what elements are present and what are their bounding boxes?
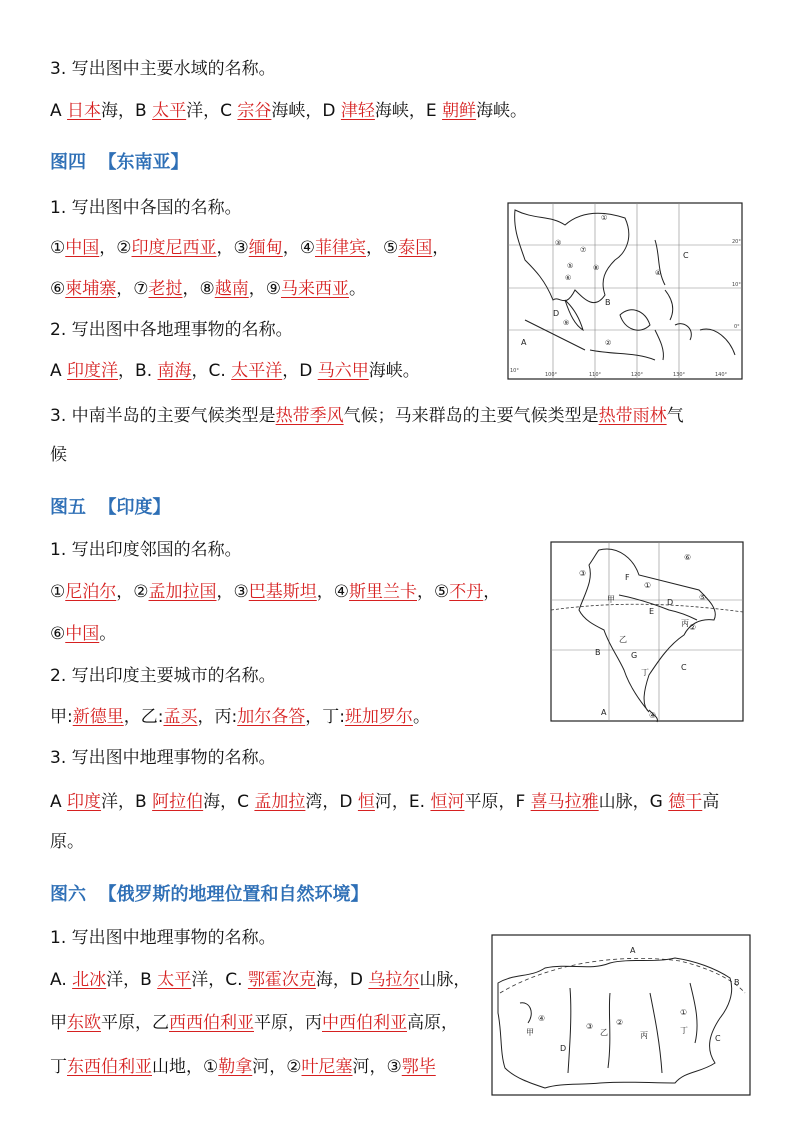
prompt-text: ，⑤ (417, 582, 450, 602)
section-heading-russia: 图六 【俄罗斯的地理位置和自然环境】 (50, 884, 369, 905)
prompt-text: 山地，① (152, 1057, 219, 1077)
answer-blank: 班加罗尔 (344, 707, 413, 727)
prompt-text: ① (50, 582, 66, 602)
prompt-text: 河，E. (374, 792, 431, 812)
prompt-text: 洋，B (101, 792, 153, 812)
prompt-text: ， (432, 238, 450, 258)
prompt-text: ① (50, 238, 66, 258)
prompt-text: 。 (99, 624, 117, 644)
india-label-5: ⑤ (699, 593, 707, 602)
answer-blank: 不丹 (449, 582, 484, 602)
prompt-text: A. (50, 970, 73, 990)
prompt-text: 甲: (50, 707, 73, 727)
answer-india-features-line2: 原。 (50, 832, 84, 852)
svg-text:10°: 10° (510, 368, 519, 374)
prompt-text: 。 (412, 707, 430, 727)
answer-blank: 孟加拉 (254, 792, 306, 812)
india-letter-b: B (595, 648, 601, 657)
answer-blank: 马来西亚 (281, 279, 349, 299)
prompt-text: ，④ (316, 582, 349, 602)
map-label-8: ⑧ (593, 264, 600, 272)
answer-countries-line2 (50, 277, 366, 301)
india-label-jia: 甲 (607, 595, 615, 604)
answer-russia-line3 (50, 1055, 436, 1079)
india-map (549, 540, 745, 723)
prompt-text: 甲 (50, 1013, 67, 1033)
prompt-text: 。 (349, 279, 366, 299)
map-label-2: ② (605, 339, 612, 347)
india-letter-a: A (601, 708, 607, 717)
prompt-text: 海峡。 (368, 361, 420, 381)
answer-blank: 恒 (357, 792, 375, 812)
answer-water-bodies (50, 99, 527, 123)
answer-blank: 热带季风 (275, 406, 344, 426)
india-label-ding: 丁 (641, 668, 649, 677)
answer-blank: 孟加拉国 (148, 582, 217, 602)
india-label-2: ② (689, 623, 697, 632)
svg-text:110°: 110° (589, 372, 602, 378)
prompt-text: ，⑧ (182, 279, 215, 299)
svg-text:0°: 0° (734, 324, 740, 330)
answer-blank: 恒河 (430, 792, 465, 812)
answer-blank: 勒拿 (218, 1057, 253, 1077)
answer-blank: 津轻 (340, 101, 375, 121)
prompt-text: 平原，乙 (101, 1013, 169, 1033)
prompt-text: ，丁: (305, 707, 345, 727)
prompt-text: 3. 中南半岛的主要气候类型是 (50, 406, 276, 426)
prompt-text: 高原， (407, 1013, 458, 1033)
answer-blank: 孟买 (163, 707, 198, 727)
prompt-text: 海，B (101, 101, 153, 121)
answer-climate-line1 (50, 404, 684, 428)
answer-blank: 东欧 (67, 1013, 101, 1033)
answer-blank: 日本 (67, 101, 102, 121)
india-letter-d: D (667, 598, 674, 607)
answer-blank: 印度洋 (67, 361, 119, 381)
prompt-text: ⑥ (50, 624, 66, 644)
prompt-text: ，② (99, 238, 132, 258)
prompt-text: ，② (116, 582, 149, 602)
map-label-5: ⑤ (567, 262, 574, 270)
answer-blank: 太平洋 (231, 361, 283, 381)
prompt-text: 河，② (252, 1057, 302, 1077)
answer-blank: 中国 (65, 624, 100, 644)
prompt-text: ，C. (191, 361, 232, 381)
answer-blank: 西西伯利亚 (169, 1013, 254, 1033)
prompt-text: 湾，D (305, 792, 358, 812)
prompt-text: ，⑨ (248, 279, 281, 299)
answer-russia-line1 (50, 968, 470, 992)
prompt-text: ，B. (118, 361, 158, 381)
india-letter-e: E (649, 607, 655, 616)
russia-label-2: ② (616, 1018, 624, 1027)
answer-blank: 喜马拉雅 (530, 792, 599, 812)
russia-label-bing: 丙 (640, 1031, 648, 1040)
answer-blank: 东西伯利亚 (67, 1057, 152, 1077)
svg-text:100°: 100° (545, 372, 558, 378)
question-water-bodies: 3. 写出图中主要水域的名称。 (50, 59, 276, 79)
prompt-text: ，D (282, 361, 318, 381)
prompt-text: 高 (702, 792, 720, 812)
section-heading-southeast-asia: 图四 【东南亚】 (50, 152, 189, 173)
prompt-text: 山脉，G (598, 792, 669, 812)
answer-blank: 老挝 (148, 279, 183, 299)
russia-map (490, 933, 752, 1097)
russia-letter-d: D (560, 1044, 567, 1053)
answer-blank: 柬埔寨 (65, 279, 117, 299)
prompt-text: 洋，C. (191, 970, 248, 990)
russia-label-3: ③ (586, 1022, 594, 1031)
prompt-text: 平原，F (464, 792, 531, 812)
prompt-text: ，⑦ (116, 279, 149, 299)
answer-blank: 鄂霍次克 (247, 970, 316, 990)
map-label-7: ⑦ (580, 246, 587, 254)
question-india-features: 3. 写出图中地理事物的名称。 (50, 748, 276, 768)
answer-blank: 鄂毕 (401, 1057, 436, 1077)
answer-blank: 乌拉尔 (368, 970, 420, 990)
answer-blank: 巴基斯坦 (248, 582, 317, 602)
map-letter-d: D (553, 309, 560, 318)
answer-blank: 斯里兰卡 (349, 582, 417, 602)
question-countries: 1. 写出图中各国的名称。 (50, 198, 242, 218)
answer-geo-features (50, 359, 420, 383)
question-geo-features: 2. 写出图中各地理事物的名称。 (50, 320, 293, 340)
russia-label-ding: 丁 (680, 1026, 688, 1035)
answer-blank: 马六甲 (317, 361, 369, 381)
question-neighbors: 1. 写出印度邻国的名称。 (50, 540, 242, 560)
prompt-text: 丁 (50, 1057, 67, 1077)
map-label-9: ⑨ (563, 319, 570, 327)
india-label-1: ① (644, 581, 652, 590)
answer-blank: 中国 (65, 238, 100, 258)
answer-blank: 中西伯利亚 (322, 1013, 407, 1033)
answer-blank: 热带雨林 (598, 406, 667, 426)
prompt-text: ，乙: (123, 707, 164, 727)
answer-blank: 越南 (214, 279, 249, 299)
answer-blank: 宗谷 (237, 101, 272, 121)
india-letter-f: F (625, 573, 630, 582)
russia-letter-a: A (630, 946, 636, 955)
prompt-text: ⑥ (50, 279, 66, 299)
prompt-text: ， (483, 582, 501, 602)
prompt-text: 海峡，E (374, 101, 443, 121)
answer-blank: 太平 (152, 101, 187, 121)
answer-blank: 北冰 (72, 970, 107, 990)
answer-blank: 南海 (157, 361, 192, 381)
answer-india-features-line1 (50, 790, 719, 814)
india-letter-g: G (631, 651, 638, 660)
answer-blank: 菲律宾 (315, 238, 366, 258)
answer-blank: 印度 (67, 792, 102, 812)
prompt-text: 气 (666, 406, 684, 426)
answer-cities (50, 705, 430, 729)
answer-blank: 太平 (157, 970, 192, 990)
prompt-text: 山脉， (419, 970, 471, 990)
prompt-text: A (50, 101, 68, 121)
india-letter-c: C (681, 663, 687, 672)
russia-label-jia: 甲 (526, 1028, 534, 1037)
map-letter-b: B (605, 298, 611, 307)
prompt-text: A (50, 361, 68, 381)
answer-russia-line2 (50, 1011, 458, 1035)
answer-climate-line2: 候 (50, 445, 67, 465)
india-label-4: ④ (649, 711, 657, 720)
map-label-4: ④ (655, 269, 662, 277)
india-label-6: ⑥ (684, 553, 692, 562)
svg-text:120°: 120° (631, 372, 644, 378)
prompt-text: ，③ (216, 582, 249, 602)
prompt-text: ，③ (216, 238, 249, 258)
prompt-text: 河，③ (352, 1057, 402, 1077)
prompt-text: 海，C (203, 792, 255, 812)
map-label-6: ⑥ (565, 274, 572, 282)
map-label-3: ③ (555, 239, 562, 247)
prompt-text: ，丙: (197, 707, 238, 727)
section-heading-india: 图五 【印度】 (50, 497, 171, 518)
prompt-text: 气候；马来群岛的主要气候类型是 (343, 406, 599, 426)
prompt-text: A (50, 792, 68, 812)
question-russia-features: 1. 写出图中地理事物的名称。 (50, 928, 276, 948)
russia-label-4: ④ (538, 1014, 546, 1023)
answer-blank: 新德里 (72, 707, 124, 727)
russia-label-yi: 乙 (600, 1028, 608, 1037)
answer-blank: 阿拉伯 (152, 792, 204, 812)
prompt-text: 海峡，D (271, 101, 341, 121)
question-cities: 2. 写出印度主要城市的名称。 (50, 666, 276, 686)
prompt-text: 洋，C (186, 101, 238, 121)
answer-neighbors-line2 (50, 622, 116, 646)
answer-blank: 加尔各答 (237, 707, 306, 727)
russia-letter-b: B (734, 978, 740, 987)
answer-countries-line1 (50, 236, 449, 260)
prompt-text: ，④ (282, 238, 315, 258)
answer-neighbors-line1 (50, 580, 500, 604)
prompt-text: 海，D (315, 970, 369, 990)
prompt-text: 海峡。 (476, 101, 528, 121)
prompt-text: 平原，丙 (254, 1013, 322, 1033)
answer-blank: 尼泊尔 (65, 582, 117, 602)
svg-text:140°: 140° (715, 372, 728, 378)
answer-blank: 德干 (668, 792, 703, 812)
india-label-yi: 乙 (619, 635, 627, 644)
svg-text:130°: 130° (673, 372, 686, 378)
answer-blank: 缅甸 (248, 238, 283, 258)
prompt-text: ，⑤ (366, 238, 399, 258)
map-label-1: ① (601, 214, 608, 222)
prompt-text: 洋，B (106, 970, 158, 990)
answer-blank: 泰国 (398, 238, 433, 258)
russia-letter-c: C (715, 1034, 721, 1043)
answer-blank: 印度尼西亚 (131, 238, 217, 258)
india-label-bing: 丙 (681, 619, 689, 628)
russia-label-1: ① (680, 1008, 688, 1017)
india-label-3: ③ (579, 569, 587, 578)
answer-blank: 朝鲜 (442, 101, 477, 121)
svg-text:20°: 20° (732, 239, 741, 245)
southeast-asia-map (505, 200, 745, 382)
map-letter-a: A (521, 338, 527, 347)
svg-text:10°: 10° (732, 282, 741, 288)
map-letter-c: C (683, 251, 689, 260)
answer-blank: 叶尼塞 (301, 1057, 353, 1077)
